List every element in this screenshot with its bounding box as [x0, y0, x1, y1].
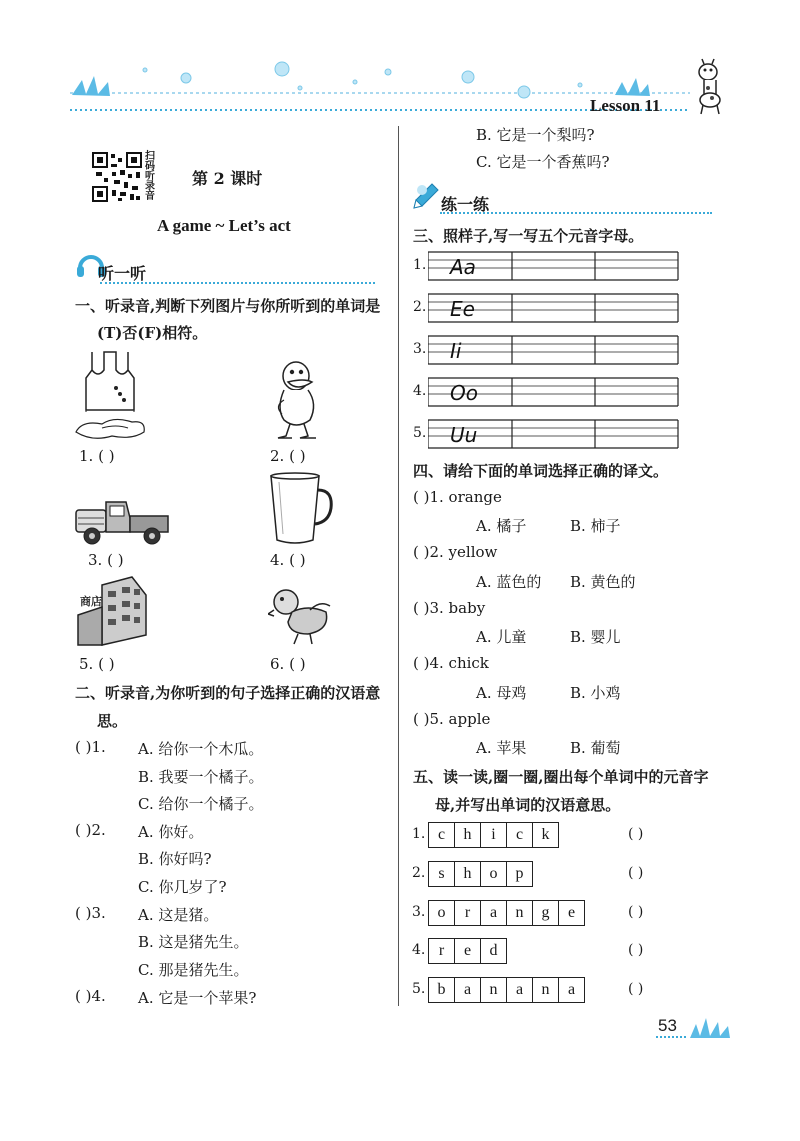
q5-word-5-answer[interactable]: ( ) — [628, 981, 644, 997]
shop-sign-text: 商店 — [80, 595, 102, 608]
listen-section-title: 听一听 — [98, 264, 147, 283]
letter-box[interactable]: n — [533, 978, 559, 1002]
q1-item-3-label: 3. ( ) — [88, 551, 124, 569]
q5-word-2-number: 2. — [412, 865, 426, 881]
letter-box[interactable]: c — [429, 823, 455, 847]
q5-word-4-answer[interactable]: ( ) — [628, 942, 644, 958]
q3-row-5-sample: Uu — [450, 423, 478, 447]
shop-picture — [72, 575, 162, 650]
q3-row-4-number: 4. — [413, 383, 427, 399]
q4-item-5-question: ( )5. apple — [413, 710, 491, 728]
q5-title-line2: 母,并写出单词的汉语意思。 — [435, 796, 621, 814]
letter-box[interactable]: b — [429, 978, 455, 1002]
q3-row-1-number: 1. — [413, 257, 427, 273]
q3-row-3-sample: Ii — [450, 339, 462, 363]
letter-box[interactable]: n — [481, 978, 507, 1002]
q5-word-5-boxes[interactable] — [428, 977, 585, 1003]
q4-item-3-question: ( )3. baby — [413, 599, 486, 617]
q5-title-line1: 五、读一读,圈一圈,圈出每个单词中的元音字 — [413, 768, 709, 786]
q2-item-2-number: ( )2. — [75, 821, 106, 839]
column-divider — [398, 126, 399, 1006]
letter-box[interactable]: h — [455, 862, 481, 886]
q4-item-4-option-a: A. 母鸡 — [476, 684, 527, 702]
letter-box[interactable]: o — [429, 901, 455, 925]
q2-item-4-number: ( )4. — [75, 987, 106, 1005]
practice-section-title: 练一练 — [441, 195, 490, 214]
page-number-underline — [656, 1036, 686, 1038]
q4-item-2-question: ( )2. yellow — [413, 543, 498, 561]
header-decoration — [0, 0, 800, 125]
letter-box[interactable]: a — [455, 978, 481, 1002]
q2-item-1-option-a: A. 给你一个木瓜。 — [138, 740, 264, 758]
q4-item-4-question: ( )4. chick — [413, 654, 489, 672]
q4-title: 四、请给下面的单词选择正确的译文。 — [413, 462, 669, 480]
q2-item-4-option-b: B. 它是一个梨吗? — [476, 126, 595, 144]
letter-box[interactable]: o — [481, 862, 507, 886]
q4-item-2-option-a: A. 蓝色的 — [476, 573, 542, 591]
duck-picture — [270, 358, 325, 443]
q1-item-5-label: 5. ( ) — [79, 655, 115, 673]
chick-picture — [268, 582, 338, 647]
pencil-icon — [408, 180, 442, 214]
q5-word-3-boxes[interactable] — [428, 900, 585, 926]
letter-box[interactable]: d — [489, 942, 498, 959]
grass-icon — [688, 1016, 732, 1038]
letter-box[interactable]: p — [515, 865, 524, 882]
q5-word-2-answer[interactable]: ( ) — [628, 865, 644, 881]
letter-box[interactable]: c — [507, 823, 533, 847]
qr-code-icon[interactable] — [92, 152, 142, 202]
q4-item-5-option-b: B. 葡萄 — [570, 739, 621, 757]
letter-box[interactable]: e — [455, 939, 481, 963]
q2-item-3-number: ( )3. — [75, 904, 106, 922]
q2-item-3-option-c: C. 那是猪先生。 — [138, 961, 249, 979]
q1-item-2-label: 2. ( ) — [270, 447, 306, 465]
q2-title-line1: 二、听录音,为你听到的句子选择正确的汉语意 — [75, 684, 381, 702]
q1-item-4-label: 4. ( ) — [270, 551, 306, 569]
q3-row-2-sample: Ee — [450, 297, 475, 321]
vest-picture — [72, 348, 152, 443]
q3-row-4-sample: Oo — [450, 381, 478, 405]
q4-item-1-option-b: B. 柿子 — [570, 517, 621, 535]
q2-title-line2: 思。 — [97, 712, 128, 730]
q3-row-3-number: 3. — [413, 341, 427, 357]
glass-picture — [265, 472, 337, 547]
practice-section-underline — [440, 212, 712, 214]
letter-box[interactable]: r — [455, 901, 481, 925]
giraffe-icon — [690, 58, 730, 116]
q3-writing-grid[interactable] — [428, 248, 680, 453]
q2-item-2-option-a: A. 你好。 — [138, 823, 204, 841]
q2-item-2-option-b: B. 你好吗? — [138, 850, 212, 868]
q1-title-line2: (T)否(F)相符。 — [97, 324, 208, 342]
q2-item-1-number: ( )1. — [75, 738, 106, 756]
letter-box[interactable]: a — [481, 901, 507, 925]
lesson-label: Lesson 11 — [590, 96, 661, 115]
letter-box[interactable]: s — [429, 862, 455, 886]
unit-title: A game ~ Let’s act — [157, 216, 291, 235]
qr-caption: 扫码听录音 — [145, 151, 155, 202]
q5-word-4-boxes[interactable] — [428, 938, 507, 964]
q2-item-1-option-c: C. 给你一个橘子。 — [138, 795, 264, 813]
letter-box[interactable]: h — [455, 823, 481, 847]
q2-item-3-option-a: A. 这是猪。 — [138, 906, 219, 924]
q4-item-3-option-a: A. 儿童 — [476, 628, 527, 646]
q2-item-4-option-a: A. 它是一个苹果? — [138, 989, 257, 1007]
page-number: 53 — [658, 1016, 677, 1035]
letter-box[interactable]: k — [541, 826, 550, 843]
q1-title-line1: 一、听录音,判断下列图片与你所听到的单词是 — [75, 297, 381, 315]
q1-item-6-label: 6. ( ) — [270, 655, 306, 673]
q2-item-3-option-b: B. 这是猪先生。 — [138, 933, 249, 951]
q2-item-1-option-b: B. 我要一个橘子。 — [138, 768, 264, 786]
q4-item-4-option-b: B. 小鸡 — [570, 684, 621, 702]
letter-box[interactable]: a — [507, 978, 533, 1002]
q5-word-1-number: 1. — [412, 826, 426, 842]
q2-item-4-option-c: C. 它是一个香蕉吗? — [476, 153, 610, 171]
q1-item-1-label: 1. ( ) — [79, 447, 115, 465]
q5-word-2-boxes[interactable] — [428, 861, 533, 887]
q4-item-1-question: ( )1. orange — [413, 488, 502, 506]
q5-word-1-boxes[interactable] — [428, 822, 559, 848]
q3-row-2-number: 2. — [413, 299, 427, 315]
letter-box[interactable]: r — [429, 939, 455, 963]
letter-box[interactable]: g — [533, 901, 559, 925]
letter-box[interactable]: n — [507, 901, 533, 925]
q5-word-5-number: 5. — [412, 981, 426, 997]
q5-word-1-answer[interactable]: ( ) — [628, 826, 644, 842]
q5-word-3-number: 3. — [412, 904, 426, 920]
letter-box[interactable]: i — [481, 823, 507, 847]
q4-item-1-option-a: A. 橘子 — [476, 517, 527, 535]
q4-item-2-option-b: B. 黄色的 — [570, 573, 636, 591]
truck-picture — [72, 488, 172, 548]
q4-item-5-option-a: A. 苹果 — [476, 739, 527, 757]
q5-word-4-number: 4. — [412, 942, 426, 958]
q3-row-5-number: 5. — [413, 425, 427, 441]
q5-word-3-answer[interactable]: ( ) — [628, 904, 644, 920]
q2-item-2-option-c: C. 你几岁了? — [138, 878, 227, 896]
letter-box[interactable]: e — [567, 904, 576, 921]
q4-item-3-option-b: B. 婴儿 — [570, 628, 621, 646]
class-period: 第 2 课时 — [192, 169, 263, 188]
q3-row-1-sample: Aa — [450, 255, 476, 279]
listen-section-underline — [100, 282, 375, 284]
letter-box[interactable]: a — [567, 981, 576, 998]
q3-title: 三、照样子,写一写五个元音字母。 — [413, 227, 644, 245]
